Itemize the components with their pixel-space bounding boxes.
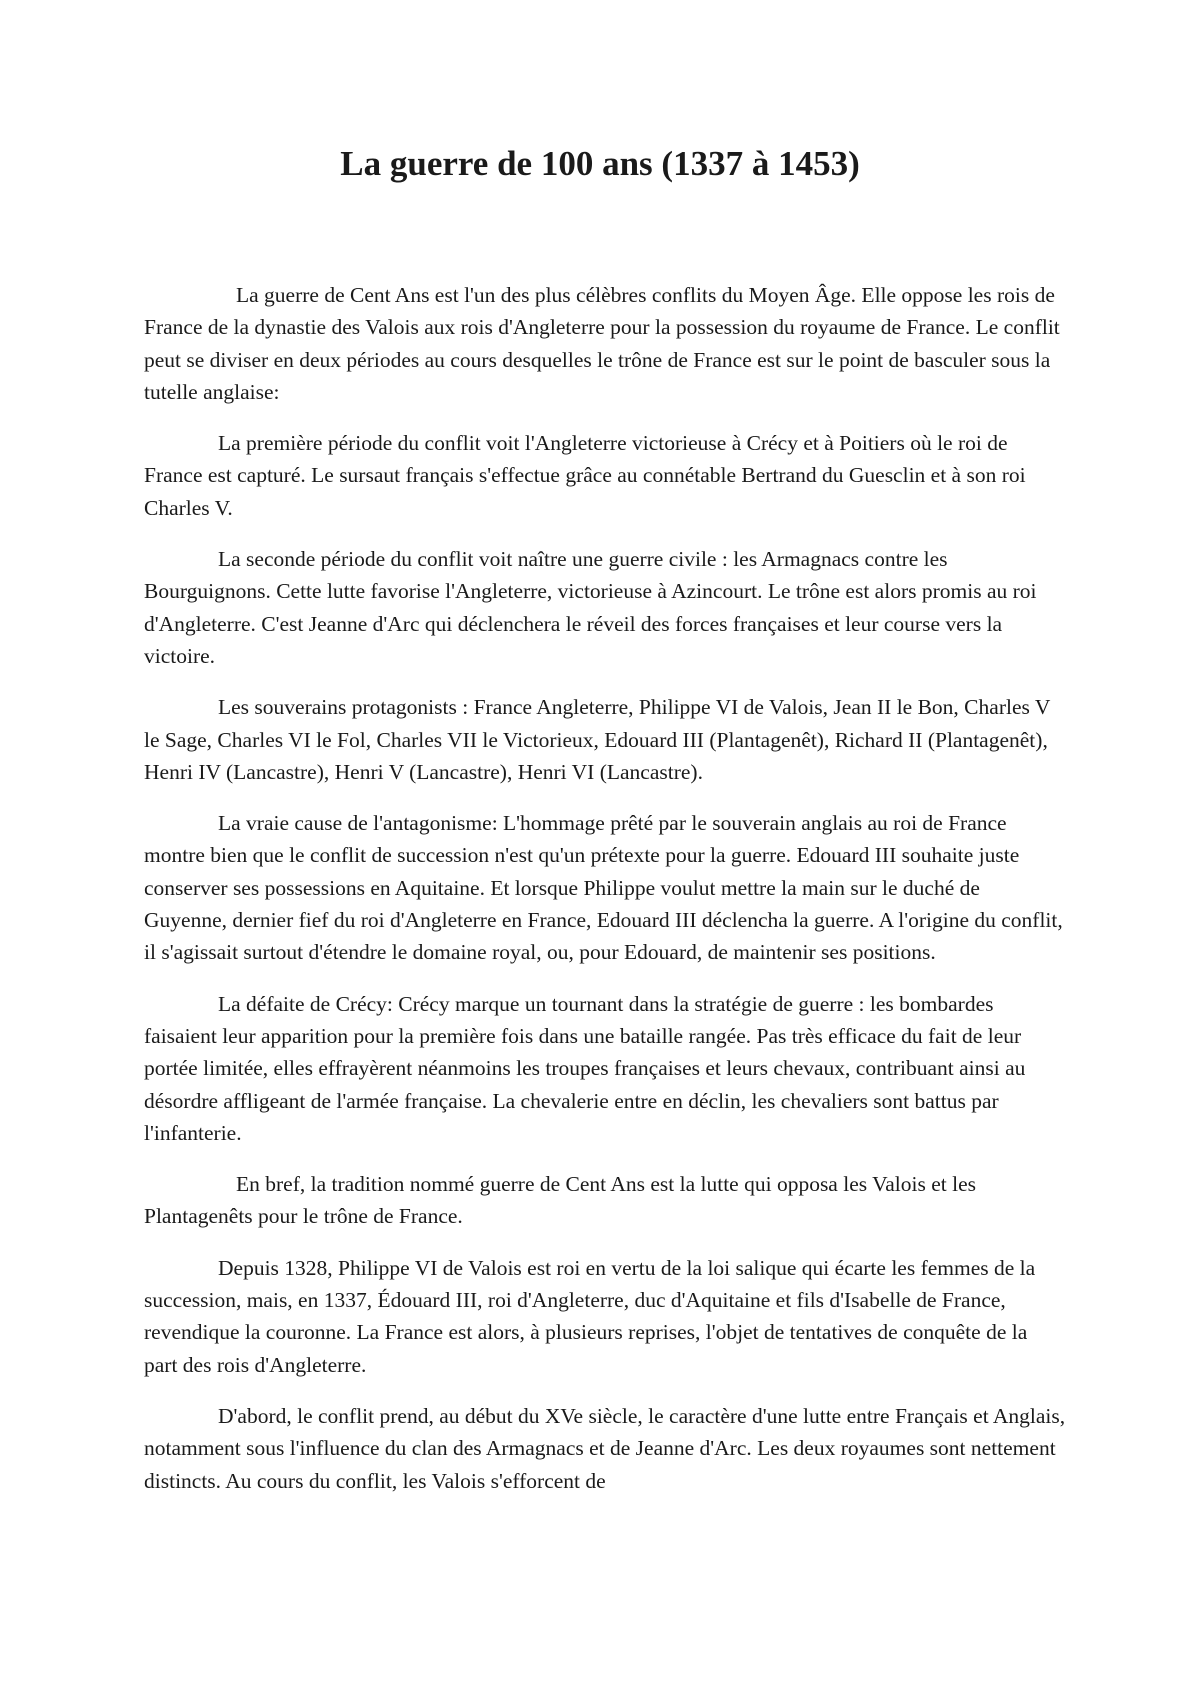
page-title: La guerre de 100 ans (1337 à 1453) <box>340 144 860 183</box>
paragraph-true-cause: La vraie cause de l'antagonisme: L'hommage prêté par le souverain anglais au roi de France montre bien que le conflit de succession n'est qu'un prétexte pour la guerre. Edouard III souhaite juste conserver ses possessions en Aquitaine. Et lorsque Philippe voulut mettre la main sur le duché de Guyenne, dernier fief du roi d'Angleterre en France, Edouard III déclencha la guerre. A l'origine du conflit, il s'agissait surtout d'étendre le domaine royal, ou, pour Edouard, de maintenir ses positions. <box>144 811 1063 965</box>
paragraph-since-1328: Depuis 1328, Philippe VI de Valois est roi en vertu de la loi salique qui écarte les femmes de la succession, mais, en 1337, Édouard III, roi d'Angleterre, duc d'Aquitaine et fils d'Isabelle de France, revendique la couronne. La France est alors, à plusieurs reprises, l'objet de tentatives de conquête de la part des rois d'Angleterre. <box>144 1255 1036 1377</box>
paragraph-sovereigns: Les souverains protagonists : France Angleterre, Philippe VI de Valois, Jean II le Bon, Charles V le Sage, Charles VI le Fol, Charles VII le Victorieux, Edouard III (Plantagenêt), Richard II (Plantagenêt), Henri IV (Lancastre), Henri V (Lancastre), Henri VI (Lancastre). <box>144 695 1050 784</box>
paragraph-summary: En bref, la tradition nommé guerre de Cent Ans est la lutte qui opposa les Valois et les Plantagenêts pour le trône de France. <box>144 1172 976 1229</box>
paragraph-intro: La guerre de Cent Ans est l'un des plus célèbres conflits du Moyen Âge. Elle oppose les rois de France de la dynastie des Valois aux rois d'Angleterre pour la possession du royaume de France. Le conflit peut se diviser en deux périodes au cours desquelles le trône de France est sur le point de basculer sous la tutelle anglaise: <box>144 283 1060 404</box>
document-body <box>144 279 1066 1516</box>
paragraph-first-phase: D'abord, le conflit prend, au début du XVe siècle, le caractère d'une lutte entre Français et Anglais, notamment sous l'influence du clan des Armagnacs et de Jeanne d'Arc. Les deux royaumes sont nettement distincts. Au cours du conflit, les Valois s'efforcent de <box>144 1403 1066 1493</box>
paragraph-crecy-defeat: La défaite de Crécy: Crécy marque un tournant dans la stratégie de guerre : les bombardes faisaient leur apparition pour la première fois dans une bataille rangée. Pas très efficace du fait de leur portée limitée, elles effrayèrent néanmoins les troupes françaises et leurs chevaux, contribuant ainsi au désordre affligeant de l'armée française. La chevalerie entre en déclin, les chevaliers sont battus par l'infanterie. <box>144 991 1026 1145</box>
paragraph-first-period: La première période du conflit voit l'Angleterre victorieuse à Crécy et à Poitiers où le roi de France est capturé. Le sursaut français s'effectue grâce au connétable Bertrand du Guesclin et à son roi Charles V. <box>144 431 1026 520</box>
paragraph-second-period: La seconde période du conflit voit naître une guerre civile : les Armagnacs contre les Bourguignons. Cette lutte favorise l'Angleterre, victorieuse à Azincourt. Le trône est alors promis au roi d'Angleterre. C'est Jeanne d'Arc qui déclenchera le réveil des forces françaises et leur course vers la victoire. <box>144 547 1037 668</box>
